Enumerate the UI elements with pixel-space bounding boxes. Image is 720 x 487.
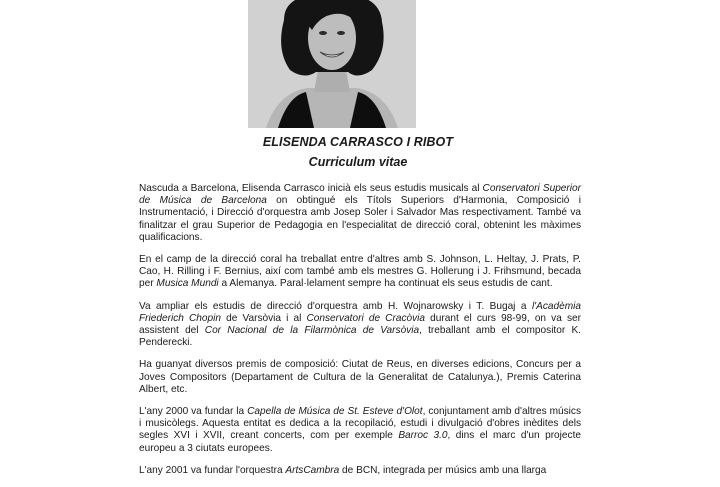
cv-body: [139, 183, 581, 487]
portrait-icon: [248, 0, 416, 128]
paragraph-orchestra: Va ampliar els estudis de direcció d'orquestra amb H. Wojnarowsky i T. Bugaj a l'Acadèmia Friederich Chopin de Varsòvia i al Conservatori de Cracòvia durant el curs 98-99, on va ser assistent del Cor Nacional de la Filarmònica de Varsòvia, treballant amb el compositor K. Penderecki.: [139, 300, 581, 349]
person-name: ELISENDA CARRASCO I RIBOT: [262, 135, 454, 149]
paragraph-awards: Ha guanyat diversos premis de composició: Ciutat de Reus, en diverses edicions, Concurs per a Joves Compositors (Departament de Cultura de la Generalitat de Catalunya.), Premis Caterina Albert, etc.: [139, 359, 581, 395]
paragraph-capella: L'any 2000 va fundar la Capella de Música de St. Esteve d'Olot, conjuntament amb d'altres músics i musicòlegs. Aquesta entitat es dedica a la recopilació, estudi i divulgació d'obres inèdites dels segles XVI i XVII, creant concerts, com per exemple Barroc 3.0, dins el marc d'un projecte europeu a 3 ciutats europees.: [139, 406, 581, 454]
document-subtitle: Curriculum vitae: [308, 155, 408, 169]
paragraph-education: Nascuda a Barcelona, Elisenda Carrasco inicià els seus estudis musicals al Conservatori Superior de Música de Barcelona on obtingué els Títols Superiors d'Harmonia, Composició i Instrumentació, i Direcció d'orquestra amb Josep Soler i Salvador Mas respectivament. També va finalitzar el grau Superior de Pedagogia en l'especialitat de direcció coral, obtenint les màximes qualificacions.: [139, 183, 581, 243]
paragraph-choral: En el camp de la direcció coral ha treballat entre d'altres amb S. Johnson, L. Heltay, J. Prats, P. Cao, H. Rilling i F. Bernius, així com també amb els mestres G. Hollerung i J. Frihsmund, becada per Musica Mundi a Alemanya. Paral·lelament sempre ha continuat els seus estudis de cant.: [139, 254, 581, 290]
portrait-photo: [248, 0, 416, 128]
paragraph-artscambra: L'any 2001 va fundar l'orquestra ArtsCambra de BCN, integrada per músics amb una llarga: [139, 464, 547, 476]
